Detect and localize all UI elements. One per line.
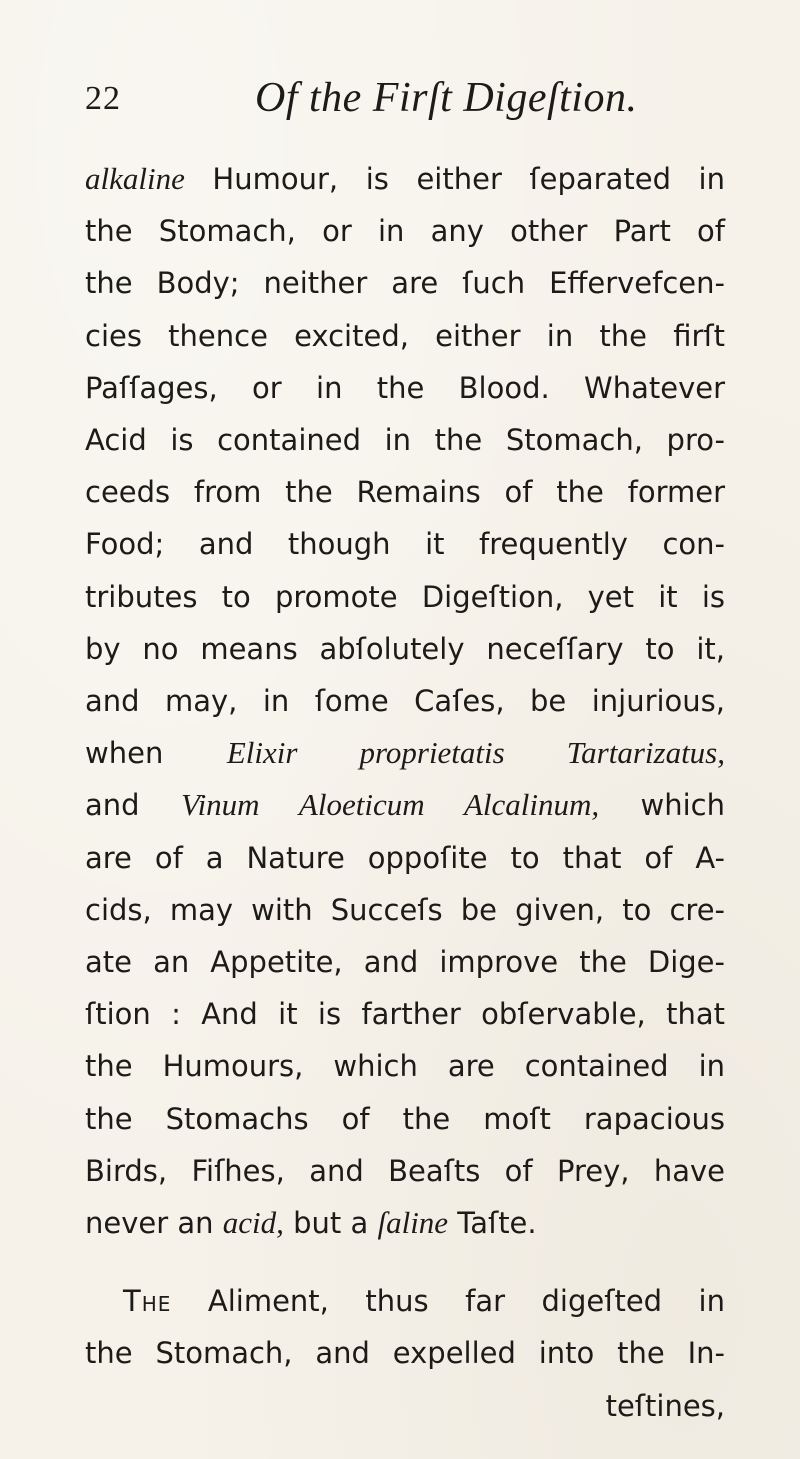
text-line: ate an Appetite, and improve the Dige-: [85, 945, 725, 980]
text-run: which: [599, 788, 725, 823]
text-line: [85, 1197, 725, 1249]
italic-term: Elixir proprietatis Tartarizatus,: [226, 735, 725, 771]
text-line: [85, 779, 725, 831]
text-line: [85, 727, 725, 779]
text-run: Humour, is either ſeparated in: [184, 162, 725, 196]
text-run: and: [85, 788, 181, 823]
text-run: Taſte.: [448, 1206, 537, 1241]
catchword: teſtines,: [605, 1388, 725, 1423]
text-run: never an: [85, 1206, 223, 1241]
text-line: the Stomach, or in any other Part of: [85, 214, 725, 249]
text-line: [85, 1275, 725, 1327]
text-line: [85, 153, 725, 205]
italic-term: ſaline: [377, 1205, 449, 1241]
text-line: cies thence excited, either in the firſt: [85, 318, 725, 353]
body-text: [85, 153, 725, 1432]
text-line: ceeds from the Remains of the former: [85, 475, 725, 510]
text-line: Birds, Fiſhes, and Beaſts of Prey, have: [85, 1153, 725, 1188]
text-line: Paſſages, or in the Blood. Whatever: [85, 370, 725, 405]
text-line: by no means abſolutely neceſſary to it,: [85, 631, 725, 666]
page-number: 22: [85, 80, 121, 117]
running-title: Of the Firſt Digeſtion.: [255, 75, 638, 121]
text-line: are of a Nature oppoſite to that of A-: [85, 840, 725, 875]
text-run: Aliment, thus far digeſted in: [171, 1284, 725, 1319]
italic-term: acid,: [222, 1205, 284, 1241]
italic-term: Vinum Aloeticum Alcalinum,: [180, 787, 600, 823]
text-line: and may, in ſome Caſes, be injurious,: [85, 684, 725, 719]
text-line: the Stomachs of the moſt rapacious: [85, 1101, 725, 1136]
text-line: Food; and though it frequently con-: [85, 527, 725, 562]
text-line: the Body; neither are ſuch Effervefcen-: [85, 266, 725, 301]
text-run: when: [85, 736, 227, 771]
text-line: cids, may with Succeſs be given, to cre-: [85, 892, 725, 927]
paragraph-gap: [85, 1249, 725, 1275]
text-line: ſtion : And it is farther obſervable, that: [85, 997, 725, 1032]
small-caps-word: The: [123, 1284, 172, 1319]
page-header: [85, 72, 725, 132]
text-line: the Stomach, and expelled into the In-: [85, 1336, 725, 1371]
text-line: Acid is contained in the Stomach, pro-: [85, 423, 725, 458]
text-line: tributes to promote Digeſtion, yet it is: [85, 579, 725, 614]
text-line: the Humours, which are contained in: [85, 1049, 725, 1084]
italic-term: alkaline: [85, 161, 185, 196]
text-run: but a: [283, 1206, 378, 1241]
